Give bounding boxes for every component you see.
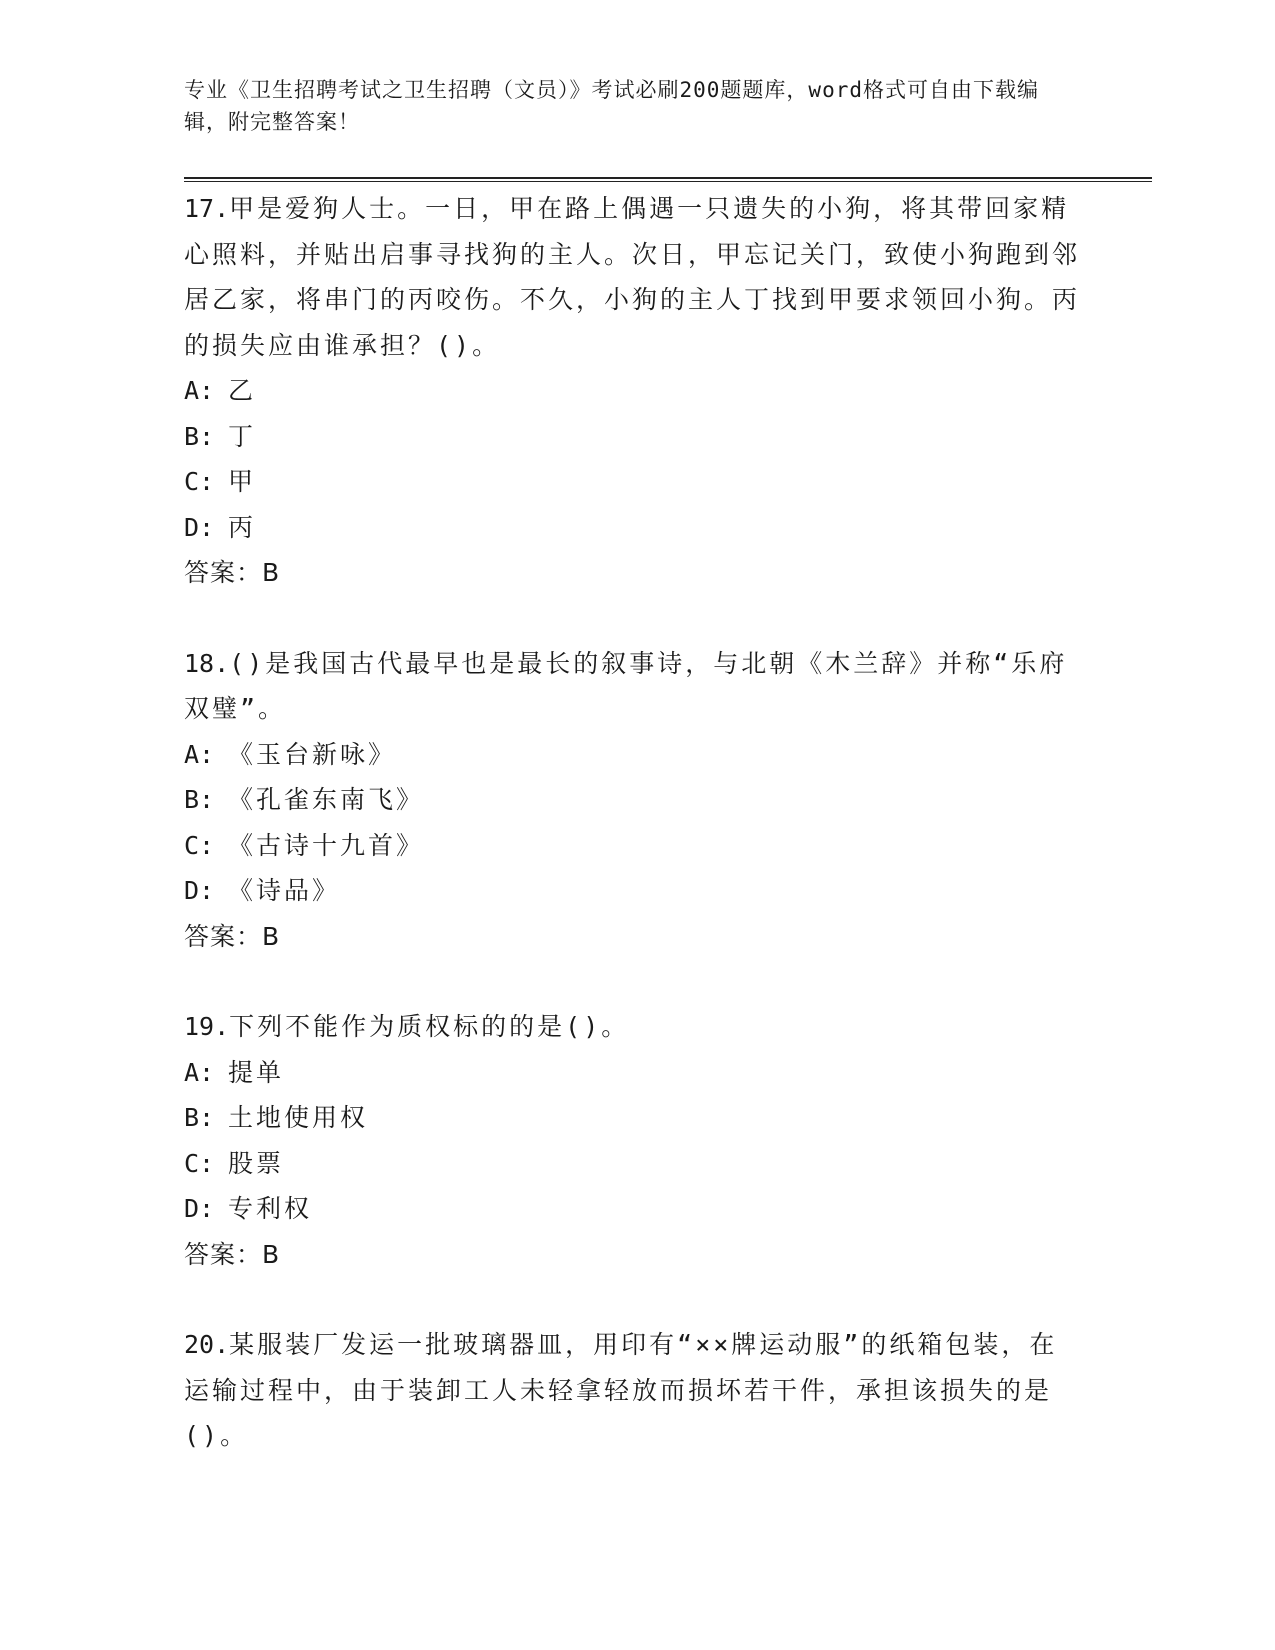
- question-stem: 下列不能作为质权标的的是()。: [229, 1012, 630, 1041]
- question-stem: 某服装厂发运一批玻璃器皿，用印有“××牌运动服”的纸箱包装，在运输过程中，由于装卸工人未轻拿轻放而损坏若干件，承担该损失的是()。: [184, 1330, 1058, 1450]
- option-letter: B:: [184, 785, 215, 814]
- answer-line: 答案：B: [184, 558, 281, 587]
- question-number: 19.: [184, 1012, 230, 1041]
- document-header: 专业《卫生招聘考试之卫生招聘（文员）》考试必刷200题题库，word格式可自由下载编辑，附完整答案！: [184, 78, 1039, 134]
- question-number: 17.: [184, 194, 230, 223]
- option-letter: B:: [184, 1103, 215, 1132]
- question-text: [184, 1004, 1084, 1050]
- answer-line: 答案：B: [184, 921, 281, 951]
- option-c: [184, 1141, 1084, 1187]
- question-17: [184, 186, 1084, 596]
- option-b: [184, 1095, 1084, 1141]
- option-text: 股票: [228, 1148, 285, 1178]
- option-letter: C:: [184, 467, 215, 496]
- option-b: [184, 777, 1084, 823]
- option-text: 土地使用权: [228, 1103, 369, 1132]
- question-list: [184, 186, 1084, 1459]
- option-letter: A:: [184, 739, 215, 769]
- option-letter: C:: [184, 830, 215, 860]
- answer-line: 答案：B: [184, 1239, 281, 1269]
- option-text: 专利权: [228, 1194, 313, 1223]
- option-text: 乙: [228, 376, 257, 405]
- option-letter: A:: [184, 1057, 215, 1087]
- question-stem: 甲是爱狗人士。一日，甲在路上偶遇一只遗失的小狗，将其带回家精心照料，并贴出启事寻找狗的主人。次日，甲忘记关门，致使小狗跑到邻居乙家，将串门的丙咬伤。不久，小狗的主人丁找到甲要求领回小狗。丙的损失应由谁承担？()。: [184, 194, 1081, 360]
- question-text: [184, 186, 1084, 368]
- option-text: 丙: [228, 512, 257, 542]
- option-text: 提单: [228, 1057, 285, 1087]
- option-a: [184, 1050, 1084, 1096]
- header-divider: [184, 177, 1152, 182]
- option-text: 丁: [228, 421, 257, 451]
- option-d: [184, 1186, 1084, 1232]
- option-a: [184, 368, 1084, 414]
- question-number: 18.: [184, 648, 230, 678]
- option-a: [184, 732, 1084, 778]
- question-20: [184, 1322, 1084, 1459]
- option-c: [184, 823, 1084, 869]
- option-letter: A:: [184, 376, 215, 405]
- option-c: [184, 459, 1084, 505]
- option-d: [184, 505, 1084, 551]
- option-text: 《孔雀东南飞》: [228, 785, 425, 814]
- question-19: [184, 1004, 1084, 1277]
- question-text: [184, 1322, 1084, 1459]
- option-letter: D:: [184, 1194, 215, 1223]
- option-letter: D:: [184, 512, 215, 542]
- option-d: [184, 868, 1084, 914]
- option-letter: D:: [184, 876, 215, 905]
- option-letter: B:: [184, 421, 215, 451]
- option-text: 《诗品》: [228, 876, 341, 905]
- question-number: 20.: [184, 1330, 230, 1359]
- option-text: 《玉台新咏》: [228, 739, 397, 769]
- option-letter: C:: [184, 1148, 215, 1178]
- option-text: 《古诗十九首》: [228, 830, 425, 860]
- option-text: 甲: [228, 467, 257, 496]
- question-text: [184, 641, 1084, 732]
- option-b: [184, 414, 1084, 460]
- question-18: [184, 641, 1084, 960]
- question-stem: ()是我国古代最早也是最长的叙事诗，与北朝《木兰辞》并称“乐府双璧”。: [184, 648, 1068, 723]
